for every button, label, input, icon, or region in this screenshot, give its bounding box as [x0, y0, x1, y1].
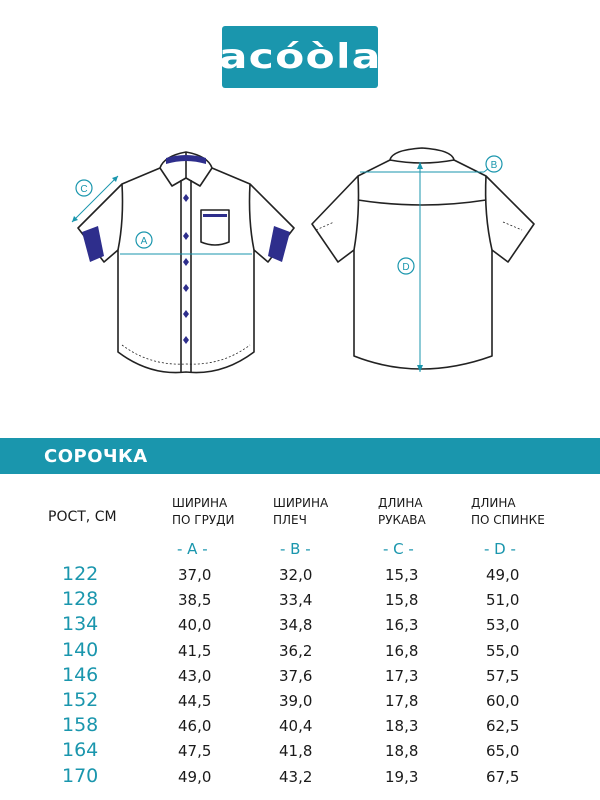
table-row: [0, 688, 600, 713]
column-letter-b: - B -: [280, 540, 311, 558]
chest-width-cell: 44,5: [178, 691, 212, 710]
label-c: C: [80, 184, 88, 195]
shoulder-width-cell: 40,4: [279, 717, 313, 736]
back-length-cell: 62,5: [486, 717, 520, 736]
back-length-cell: 49,0: [486, 566, 520, 584]
back-length-cell: 51,0: [486, 591, 520, 610]
shoulder-width-cell: 37,6: [279, 666, 313, 685]
chest-width-cell: 40,0: [178, 616, 212, 635]
shoulder-width-cell: 36,2: [279, 641, 313, 660]
height-column-header: РОСТ, СМ: [48, 509, 117, 525]
back-length-cell: 67,5: [486, 767, 520, 786]
shoulder-width-cell: 32,0: [279, 566, 313, 584]
section-banner: [0, 438, 600, 474]
header-line: ДЛИНА: [471, 496, 516, 510]
shoulder-width-cell: 43,2: [279, 767, 313, 786]
table-row: [0, 738, 600, 763]
column-letter-d: - D -: [484, 540, 516, 558]
sleeve-length-cell: 18,3: [385, 717, 419, 736]
column-header-chest-width: [172, 495, 235, 529]
column-letter-c: - C -: [383, 540, 414, 558]
height-cell: 134: [62, 613, 99, 636]
label-d: D: [402, 262, 410, 273]
back-length-cell: 53,0: [486, 616, 520, 635]
back-length-cell: 55,0: [486, 641, 520, 660]
height-cell: 164: [62, 739, 99, 762]
sleeve-length-cell: 16,8: [385, 641, 419, 660]
brand-logo: [218, 26, 382, 88]
height-cell: 122: [62, 563, 99, 585]
header-line: ШИРИНА: [172, 496, 228, 510]
table-row: [0, 663, 600, 688]
sleeve-length-cell: 19,3: [385, 767, 419, 786]
header-line: ПО ГРУДИ: [172, 513, 235, 527]
column-header-shoulder-width: [273, 495, 328, 529]
table-row: [0, 764, 600, 789]
label-a: A: [140, 236, 148, 247]
height-cell: 128: [62, 588, 99, 611]
table-row: [0, 562, 600, 587]
height-cell: 152: [62, 688, 99, 711]
shoulder-width-cell: 33,4: [279, 591, 313, 610]
header-line: РУКАВА: [378, 513, 426, 527]
sleeve-length-cell: 18,8: [385, 742, 419, 761]
table-row: [0, 587, 600, 612]
shirt-back: [312, 148, 534, 369]
column-header-back-length: [471, 495, 545, 529]
sleeve-length-cell: 15,3: [385, 566, 419, 584]
chest-width-cell: 43,0: [178, 666, 212, 685]
chest-width-cell: 47,5: [178, 742, 212, 761]
sleeve-length-cell: 16,3: [385, 616, 419, 635]
shoulder-width-cell: 39,0: [279, 691, 313, 710]
chest-width-cell: 41,5: [178, 641, 212, 660]
chest-width-cell: 38,5: [178, 591, 212, 610]
header-line: ПО СПИНКЕ: [471, 513, 545, 527]
height-cell: 170: [62, 764, 99, 787]
table-row: [0, 713, 600, 738]
back-length-cell: 60,0: [486, 691, 520, 710]
logo-text: acóòla: [218, 37, 382, 77]
chest-width-cell: 46,0: [178, 717, 212, 736]
sleeve-length-cell: 15,8: [385, 591, 419, 610]
size-table-body: [0, 562, 600, 789]
back-length-cell: 65,0: [486, 742, 520, 761]
sleeve-length-cell: 17,3: [385, 666, 419, 685]
header-line: ПЛЕЧ: [273, 513, 307, 527]
chest-width-cell: 49,0: [178, 767, 212, 786]
section-title: СОРОЧКА: [44, 446, 148, 467]
column-letter-a: - A -: [177, 540, 208, 558]
shoulder-width-cell: 34,8: [279, 616, 313, 635]
back-length-cell: 57,5: [486, 666, 520, 685]
shoulder-width-cell: 41,8: [279, 742, 313, 761]
shirt-technical-drawing: [0, 120, 600, 390]
chest-width-cell: 37,0: [178, 566, 212, 584]
table-row: [0, 612, 600, 637]
header-line: ШИРИНА: [273, 496, 329, 510]
height-cell: 140: [62, 638, 99, 661]
sleeve-length-cell: 17,8: [385, 691, 419, 710]
height-cell: 146: [62, 663, 99, 686]
header-line: ДЛИНА: [378, 496, 423, 510]
column-header-sleeve-length: [378, 495, 426, 529]
table-row: [0, 638, 600, 663]
label-b: B: [490, 160, 498, 171]
height-cell: 158: [62, 714, 99, 737]
